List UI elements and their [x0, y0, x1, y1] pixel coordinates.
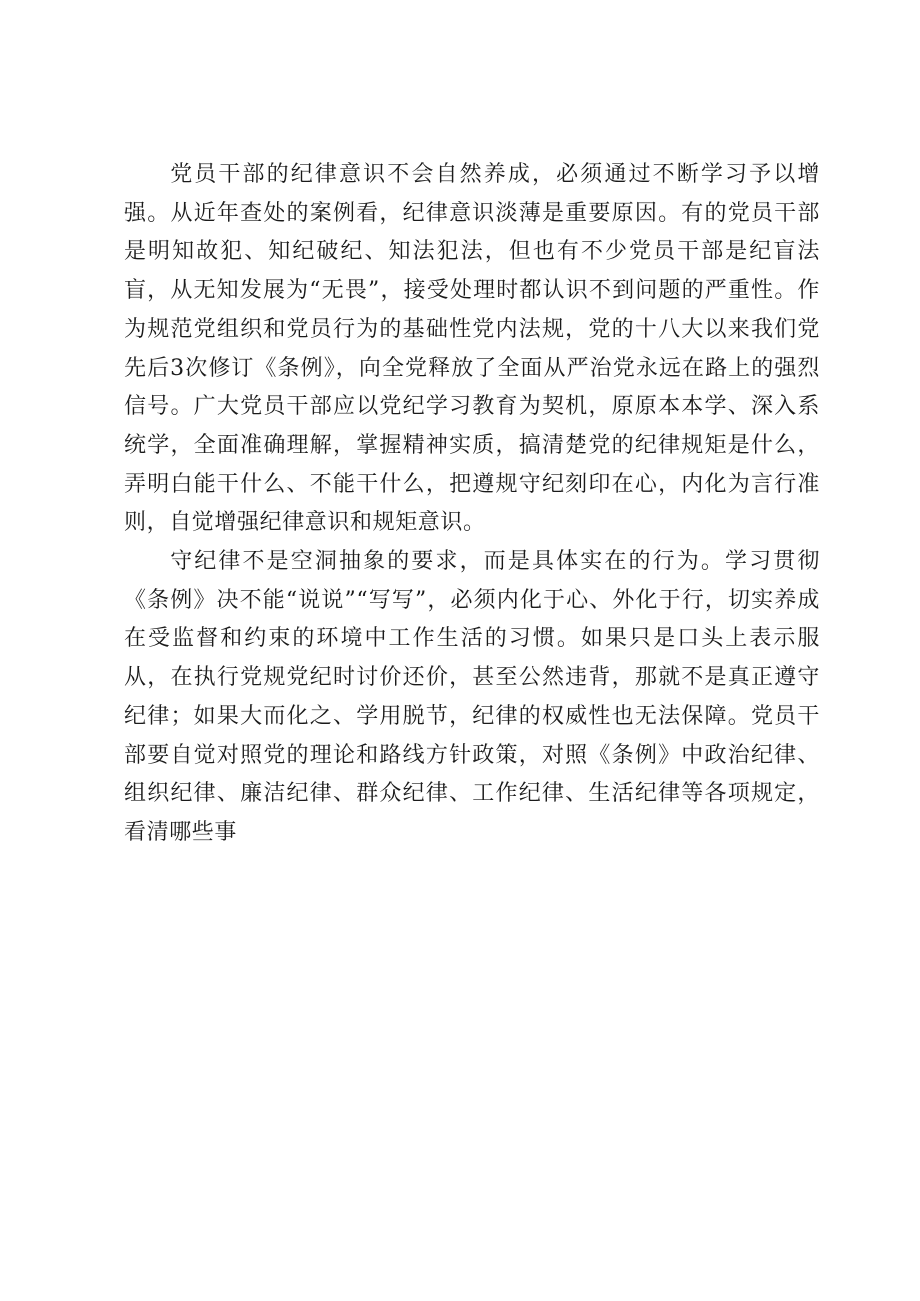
- paragraph-observe-discipline: 守纪律不是空洞抽象的要求，而是具体实在的行为。学习贯彻《条例》决不能“说说”“写写”，必须内化于心、外化于行，切实养成在受监督和约束的环境中工作生活的习惯。如果只是口头上表示服从，在执行党规党纪时讨价还价，甚至公然违背，那就不是真正遵守纪律；如果大而化之、学用脱节，纪律的权威性也无法保障。党员干部要自觉对照党的理论和路线方针政策，对照《条例》中政治纪律、组织纪律、廉洁纪律、群众纪律、工作纪律、生活纪律等各项规定，看清哪些事: [124, 549, 820, 845]
- paragraph-discipline-awareness: 党员干部的纪律意识不会自然养成，必须通过不断学习予以增强。从近年查处的案例看，纪律意识淡薄是重要原因。有的党员干部是明知故犯、知纪破纪、知法犯法，但也有不少党员干部是纪盲法盲，从无知发展为“无畏”，接受处理时都认识不到问题的严重性。作为规范党组织和党员行为的基础性党内法规，党的十八大以来我们党先后3次修订《条例》，向全党释放了全面从严治党永远在路上的强烈信号。广大党员干部应以党纪学习教育为契机，原原本本学、深入系统学，全面准确理解，掌握精神实质，搞清楚党的纪律规矩是什么，弄明白能干什么、不能干什么，把遵规守纪刻印在心，内化为言行准则，自觉增强纪律意识和规矩意识。: [124, 162, 820, 536]
- document-page: [124, 156, 820, 853]
